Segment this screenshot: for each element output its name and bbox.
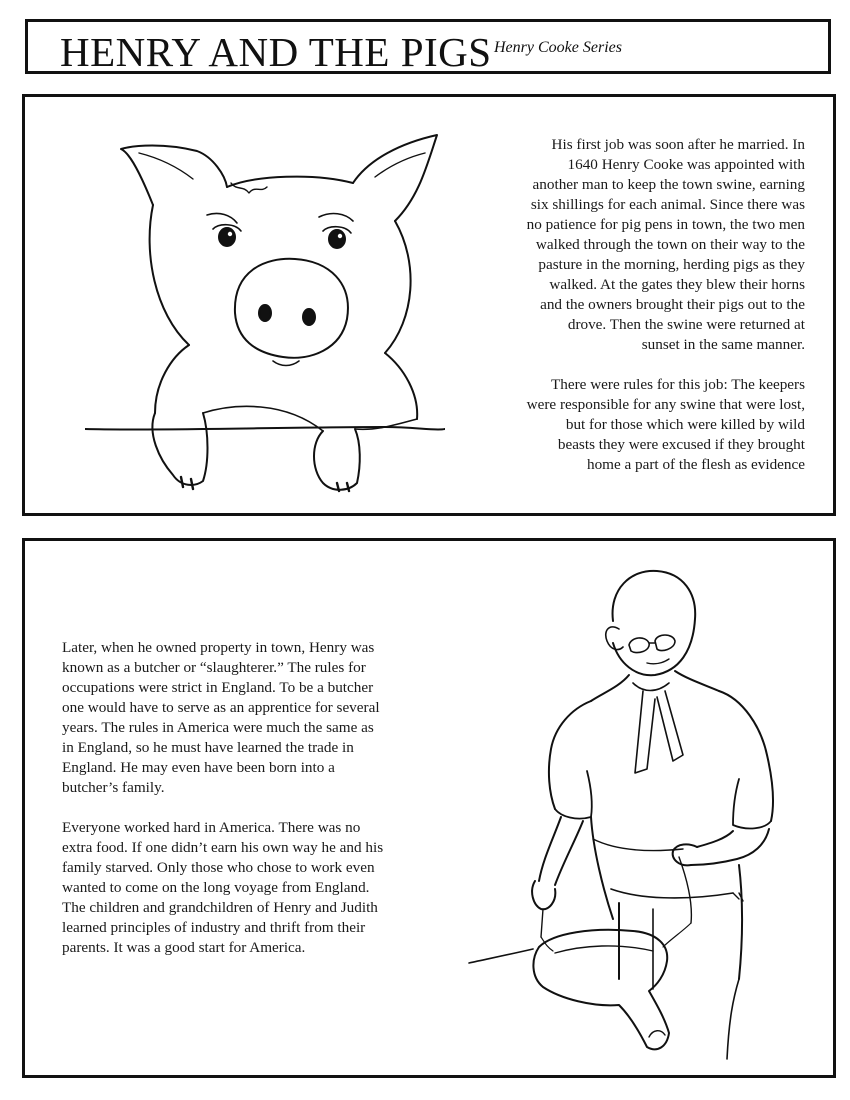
pig-drawing: [85, 113, 445, 493]
paragraph: There were rules for this job: The keepers were responsible for any swine that were lost, but for those which were killed by wild beasts they were excused if they brought home a part of the flesh as evidence: [526, 376, 805, 473]
paragraph: Everyone worked hard in America. There was no extra food. If one didn’t earn his own way he and his family starved. Only those who chose to work even wanted to come on the long voyage from England. The children and grandchildren of Henry and Judith learned principles of industry and thrift from their parents. It was a good start for America.: [62, 819, 384, 956]
butcher-story-panel: [22, 538, 836, 1078]
series-subtitle: Henry Cooke Series: [494, 39, 622, 56]
paragraph: Later, when he owned property in town, Henry was known as a butcher or “slaughterer.” The rules for occupations were strict in England. To be a butcher one would have to serve as an apprentice for several years. The rules in America were much the same as in England, so he must have learned the trade in England. He may even have been born into a butcher’s family.: [62, 639, 380, 796]
butcher-story-text: [62, 638, 422, 958]
paragraph: His first job was soon after he married. In 1640 Henry Cooke was appointed with another man to keep the town swine, earning six shillings for each animal. Since there was no patience for pig pens in town, the two men walked through the town on their way to the pasture in the morning, herding pigs as they walked. At the gates they blew their horns and the owners brought their pigs out to the drove. Then the swine were returned at sunset in the same manner.: [526, 136, 805, 353]
butcher-drawing: [443, 559, 813, 1069]
title-banner: [25, 19, 831, 74]
page-title: HENRY AND THE PIGS: [60, 29, 492, 75]
pig-story-text: [487, 135, 805, 475]
pig-story-panel: [22, 94, 836, 516]
